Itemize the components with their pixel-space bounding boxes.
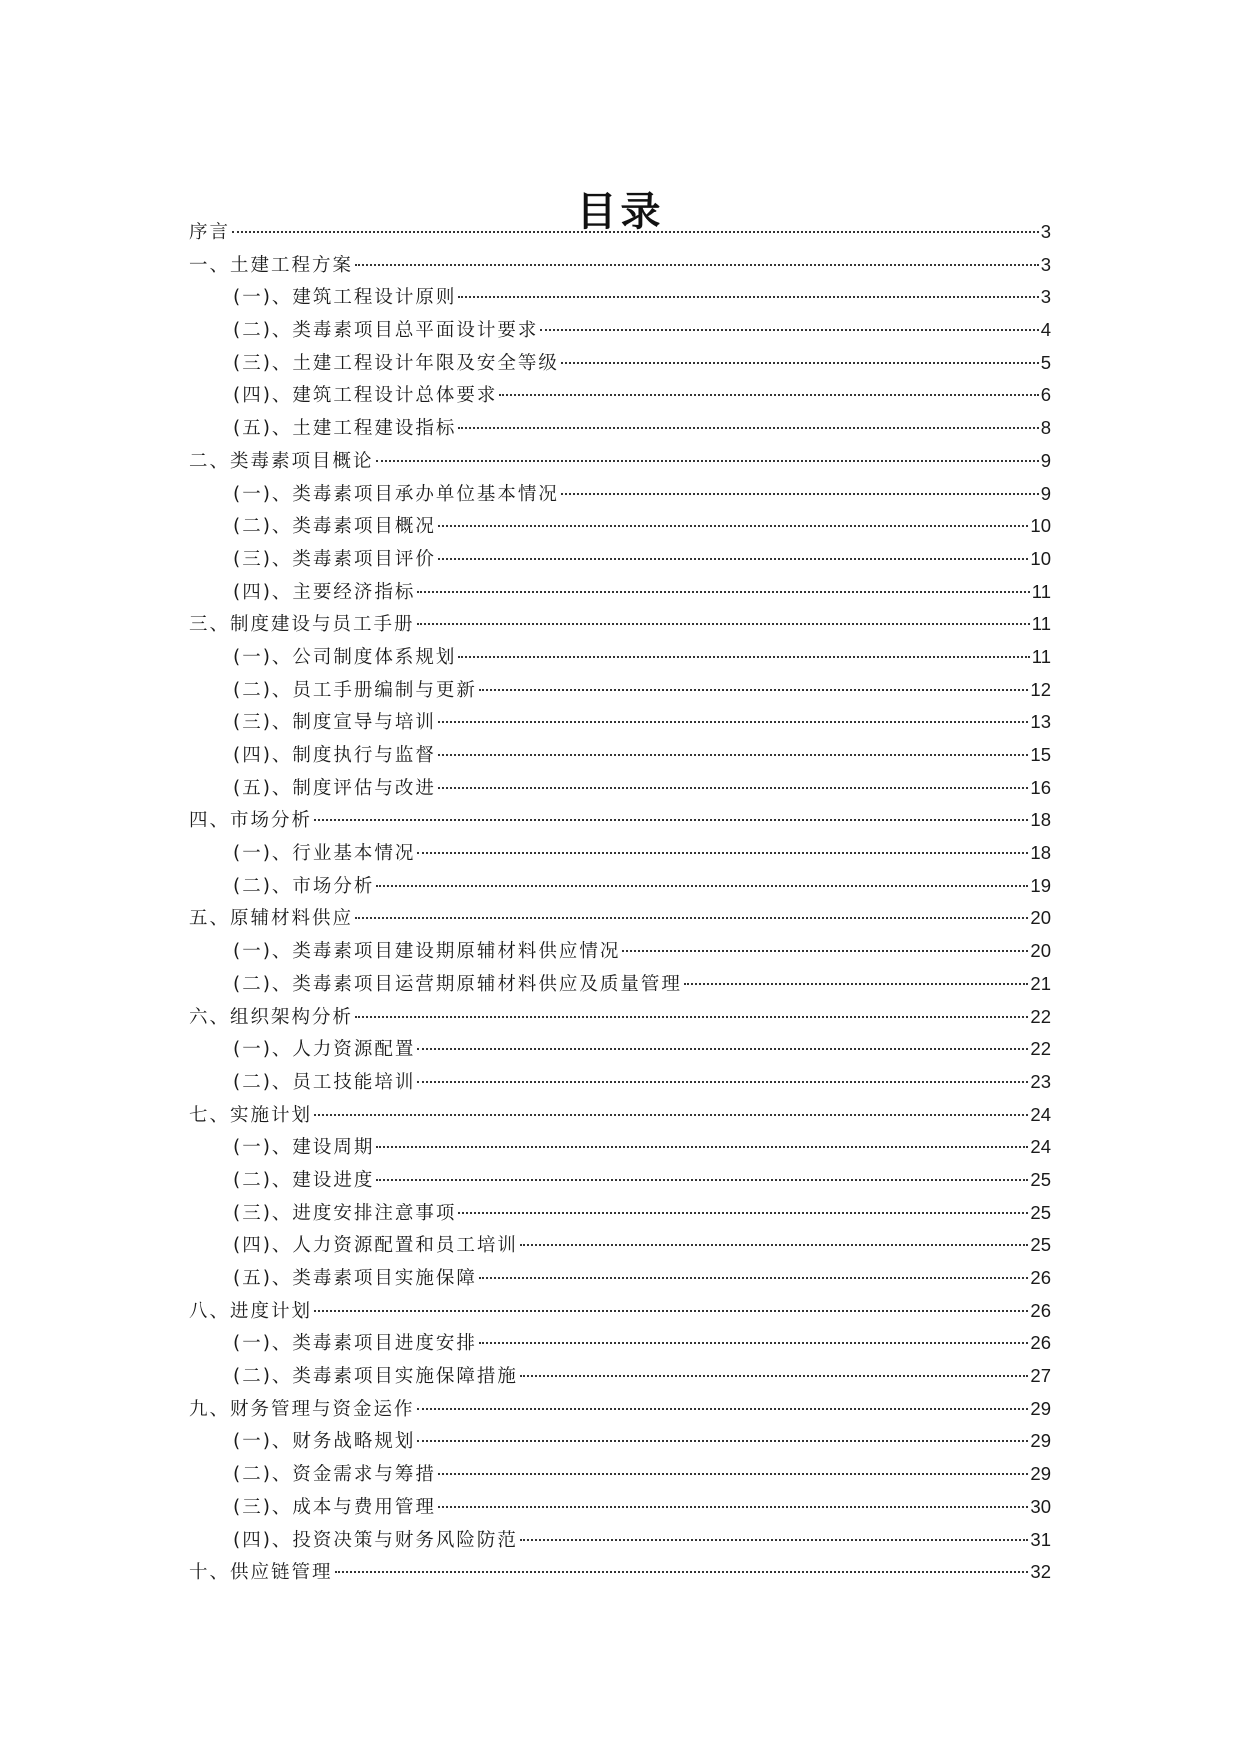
toc-page-number: 11 (1031, 645, 1051, 667)
dot-leader (479, 1277, 1028, 1279)
page-title: 目录 (576, 188, 665, 235)
toc-page-number: 10 (1030, 515, 1051, 537)
toc-page-number: 25 (1030, 1201, 1051, 1223)
toc-entry-label: (五)、土建工程建设指标 (233, 418, 457, 440)
dot-leader (376, 885, 1028, 887)
dot-leader (232, 231, 1039, 233)
toc-page-number: 27 (1030, 1365, 1051, 1387)
toc-section-entry[interactable] (189, 1231, 1051, 1264)
toc-entry-label: (二)、员工技能培训 (233, 1071, 416, 1093)
toc-entry-label: (二)、建设进度 (233, 1169, 375, 1191)
toc-page-number: 3 (1040, 221, 1051, 242)
toc-entry-label: 四、市场分析 (189, 810, 313, 832)
toc-chapter-entry[interactable] (189, 1297, 1051, 1330)
toc-page-number: 22 (1030, 1005, 1051, 1027)
dot-leader (417, 1081, 1028, 1083)
dot-leader (520, 1375, 1028, 1377)
toc-entry-label: 一、土建工程方案 (189, 254, 354, 276)
dot-leader (417, 1408, 1029, 1410)
toc-page-number: 26 (1030, 1299, 1051, 1321)
toc-entry-label: (三)、成本与费用管理 (233, 1496, 436, 1518)
toc-entry-label: (四)、建筑工程设计总体要求 (233, 385, 498, 407)
toc-section-entry[interactable] (189, 578, 1051, 611)
toc-page-number: 13 (1030, 711, 1051, 733)
toc-section-entry[interactable] (189, 512, 1051, 545)
toc-entry-label: (二)、类毒素项目总平面设计要求 (233, 320, 539, 342)
dot-leader (684, 983, 1028, 985)
dot-leader (540, 329, 1038, 331)
toc-section-entry[interactable] (189, 1460, 1051, 1493)
toc-chapter-entry[interactable] (189, 447, 1051, 480)
toc-entry-label: (二)、资金需求与筹措 (233, 1464, 436, 1486)
toc-page-number: 4 (1040, 319, 1051, 341)
toc-page-number: 25 (1030, 1234, 1051, 1256)
dot-leader (314, 1114, 1028, 1116)
dot-leader (438, 1506, 1028, 1508)
toc-section-entry[interactable] (189, 741, 1051, 774)
dot-leader (561, 362, 1039, 364)
toc-page-number: 8 (1040, 417, 1051, 439)
toc-section-entry[interactable] (189, 1199, 1051, 1232)
toc-entry-label: 八、进度计划 (189, 1300, 313, 1322)
dot-leader (479, 1342, 1028, 1344)
toc-entry-label: 五、原辅材料供应 (189, 908, 354, 930)
toc-page-number: 25 (1030, 1168, 1051, 1190)
toc-chapter-entry[interactable] (189, 218, 1051, 251)
toc-section-entry[interactable] (189, 480, 1051, 513)
toc-page-number: 32 (1030, 1561, 1051, 1583)
toc-entry-label: (一)、类毒素项目承办单位基本情况 (233, 483, 559, 505)
toc-page-number: 24 (1030, 1103, 1051, 1125)
toc-entry-label: 六、组织架构分析 (189, 1006, 354, 1028)
toc-entry-label: (一)、公司制度体系规划 (233, 646, 457, 668)
toc-section-entry[interactable] (189, 970, 1051, 1003)
toc-section-entry[interactable] (189, 414, 1051, 447)
toc-entry-label: 十、供应链管理 (189, 1562, 333, 1584)
toc-entry-label: (一)、建筑工程设计原则 (233, 287, 457, 309)
toc-entry-label: (一)、行业基本情况 (233, 843, 416, 865)
toc-entry-label: (四)、投资决策与财务风险防范 (233, 1529, 518, 1551)
dot-leader (376, 460, 1039, 462)
toc-entry-label: 二、类毒素项目概论 (189, 450, 374, 472)
dot-leader (314, 819, 1028, 821)
dot-leader (622, 950, 1028, 952)
toc-chapter-entry[interactable] (189, 610, 1051, 643)
toc-section-entry[interactable] (189, 1427, 1051, 1460)
toc-section-entry[interactable] (189, 1329, 1051, 1362)
toc-entry-label: (三)、土建工程设计年限及安全等级 (233, 352, 559, 374)
toc-entry-label: (五)、类毒素项目实施保障 (233, 1268, 477, 1289)
dot-leader (438, 1473, 1028, 1475)
toc-section-entry[interactable] (189, 937, 1051, 970)
toc-entry-label: (三)、制度宣导与培训 (233, 712, 436, 734)
toc-page-number: 3 (1040, 286, 1051, 308)
dot-leader (314, 1310, 1028, 1312)
dot-leader (355, 264, 1039, 266)
toc-section-entry[interactable] (189, 283, 1051, 316)
toc-section-entry[interactable] (189, 676, 1051, 709)
toc-page-number: 22 (1030, 1038, 1051, 1060)
toc-section-entry[interactable] (189, 774, 1051, 807)
toc-section-entry[interactable] (189, 1264, 1051, 1297)
dot-leader (376, 1146, 1028, 1148)
toc-page-number: 11 (1031, 580, 1051, 602)
toc-page-number: 10 (1030, 547, 1051, 569)
dot-leader (458, 296, 1038, 298)
toc-section-entry[interactable] (189, 1166, 1051, 1199)
toc-entry-label: (一)、类毒素项目建设期原辅材料供应情况 (233, 941, 621, 963)
dot-leader (335, 1571, 1029, 1573)
toc-section-entry[interactable] (189, 316, 1051, 349)
toc-section-entry[interactable] (189, 839, 1051, 872)
toc-page-number: 19 (1030, 874, 1051, 896)
dot-leader (438, 558, 1028, 560)
toc-entry-label: (一)、财务战略规划 (233, 1431, 416, 1453)
toc-page-number: 20 (1030, 907, 1051, 929)
toc-page-number: 9 (1040, 449, 1051, 471)
toc-section-entry[interactable] (189, 1493, 1051, 1526)
dot-leader (355, 917, 1028, 919)
dot-leader (417, 1048, 1028, 1050)
toc-section-entry[interactable] (189, 1068, 1051, 1101)
toc-chapter-entry[interactable] (189, 1101, 1051, 1134)
dot-leader (417, 591, 1029, 593)
toc-section-entry[interactable] (189, 1362, 1051, 1395)
toc-entry-label: (三)、进度安排注意事项 (233, 1202, 457, 1224)
dot-leader (561, 493, 1039, 495)
dot-leader (438, 787, 1028, 789)
toc-entry-label: 序言 (189, 222, 231, 243)
toc-entry-label: (二)、类毒素项目概况 (233, 516, 436, 538)
toc-page-number: 9 (1040, 482, 1051, 504)
toc-page-number: 20 (1030, 940, 1051, 962)
toc-section-entry[interactable] (189, 872, 1051, 905)
toc-section-entry[interactable] (189, 708, 1051, 741)
toc-chapter-entry[interactable] (189, 251, 1051, 284)
dot-leader (417, 623, 1030, 625)
toc-chapter-entry[interactable] (189, 1003, 1051, 1036)
toc-page-number: 21 (1030, 972, 1051, 994)
toc-page-number: 3 (1040, 253, 1051, 275)
toc-page-number: 26 (1030, 1332, 1051, 1354)
toc-entry-label: 九、财务管理与资金运作 (189, 1398, 415, 1420)
toc-entry-label: (二)、类毒素项目运营期原辅材料供应及质量管理 (233, 973, 682, 995)
toc-page-number: 26 (1030, 1267, 1051, 1288)
dot-leader (417, 852, 1028, 854)
toc-section-entry[interactable] (189, 349, 1051, 382)
toc-page-number: 31 (1030, 1528, 1051, 1550)
dot-leader (499, 394, 1038, 396)
dot-leader (438, 525, 1028, 527)
toc-page-number: 29 (1030, 1430, 1051, 1452)
toc-entry-label: (二)、市场分析 (233, 875, 375, 897)
dot-leader (458, 427, 1038, 429)
dot-leader (458, 656, 1029, 658)
dot-leader (417, 1440, 1028, 1442)
toc-page-number: 12 (1030, 678, 1051, 700)
toc-page-number: 5 (1040, 351, 1051, 373)
dot-leader (438, 721, 1028, 723)
toc-entry-label: (一)、建设周期 (233, 1137, 375, 1159)
toc-page-number: 16 (1030, 776, 1051, 798)
dot-leader (520, 1244, 1028, 1246)
toc-entry-label: (三)、类毒素项目评价 (233, 548, 436, 570)
toc-chapter-entry[interactable] (189, 1558, 1051, 1591)
dot-leader (438, 754, 1028, 756)
toc-page-number: 29 (1030, 1463, 1051, 1485)
toc-entry-label: (二)、类毒素项目实施保障措施 (233, 1366, 518, 1388)
toc-page-number: 24 (1030, 1136, 1051, 1158)
toc-section-entry[interactable] (189, 545, 1051, 578)
dot-leader (479, 689, 1028, 691)
dot-leader (376, 1179, 1028, 1181)
toc-entry-label: 三、制度建设与员工手册 (189, 614, 415, 636)
dot-leader (520, 1539, 1028, 1541)
toc-entry-label: (二)、员工手册编制与更新 (233, 679, 477, 701)
dot-leader (355, 1016, 1028, 1018)
toc-entry-label: (一)、类毒素项目进度安排 (233, 1333, 477, 1355)
toc-section-entry[interactable] (189, 643, 1051, 676)
toc-page-number: 29 (1030, 1397, 1051, 1419)
toc-chapter-entry[interactable] (189, 1395, 1051, 1428)
toc-chapter-entry[interactable] (189, 806, 1051, 839)
dot-leader (458, 1212, 1028, 1214)
toc-entry-label: (四)、主要经济指标 (233, 581, 416, 603)
toc-section-entry[interactable] (189, 1133, 1051, 1166)
toc-entry-label: (五)、制度评估与改进 (233, 777, 436, 799)
toc-entry-label: (一)、人力资源配置 (233, 1039, 416, 1061)
toc-section-entry[interactable] (189, 1526, 1051, 1559)
toc-page-number: 30 (1030, 1495, 1051, 1517)
table-of-contents (189, 218, 1051, 1591)
toc-page-number: 15 (1030, 744, 1051, 765)
toc-entry-label: 七、实施计划 (189, 1104, 313, 1126)
toc-section-entry[interactable] (189, 1035, 1051, 1068)
toc-page-number: 23 (1030, 1070, 1051, 1092)
toc-entry-label: (四)、人力资源配置和员工培训 (233, 1235, 518, 1257)
toc-entry-label: (四)、制度执行与监督 (233, 745, 436, 766)
toc-page-number: 11 (1031, 613, 1051, 635)
toc-page-number: 6 (1040, 384, 1051, 406)
toc-section-entry[interactable] (189, 381, 1051, 414)
toc-chapter-entry[interactable] (189, 904, 1051, 937)
toc-page-number: 18 (1030, 809, 1051, 831)
toc-page-number: 18 (1030, 842, 1051, 864)
